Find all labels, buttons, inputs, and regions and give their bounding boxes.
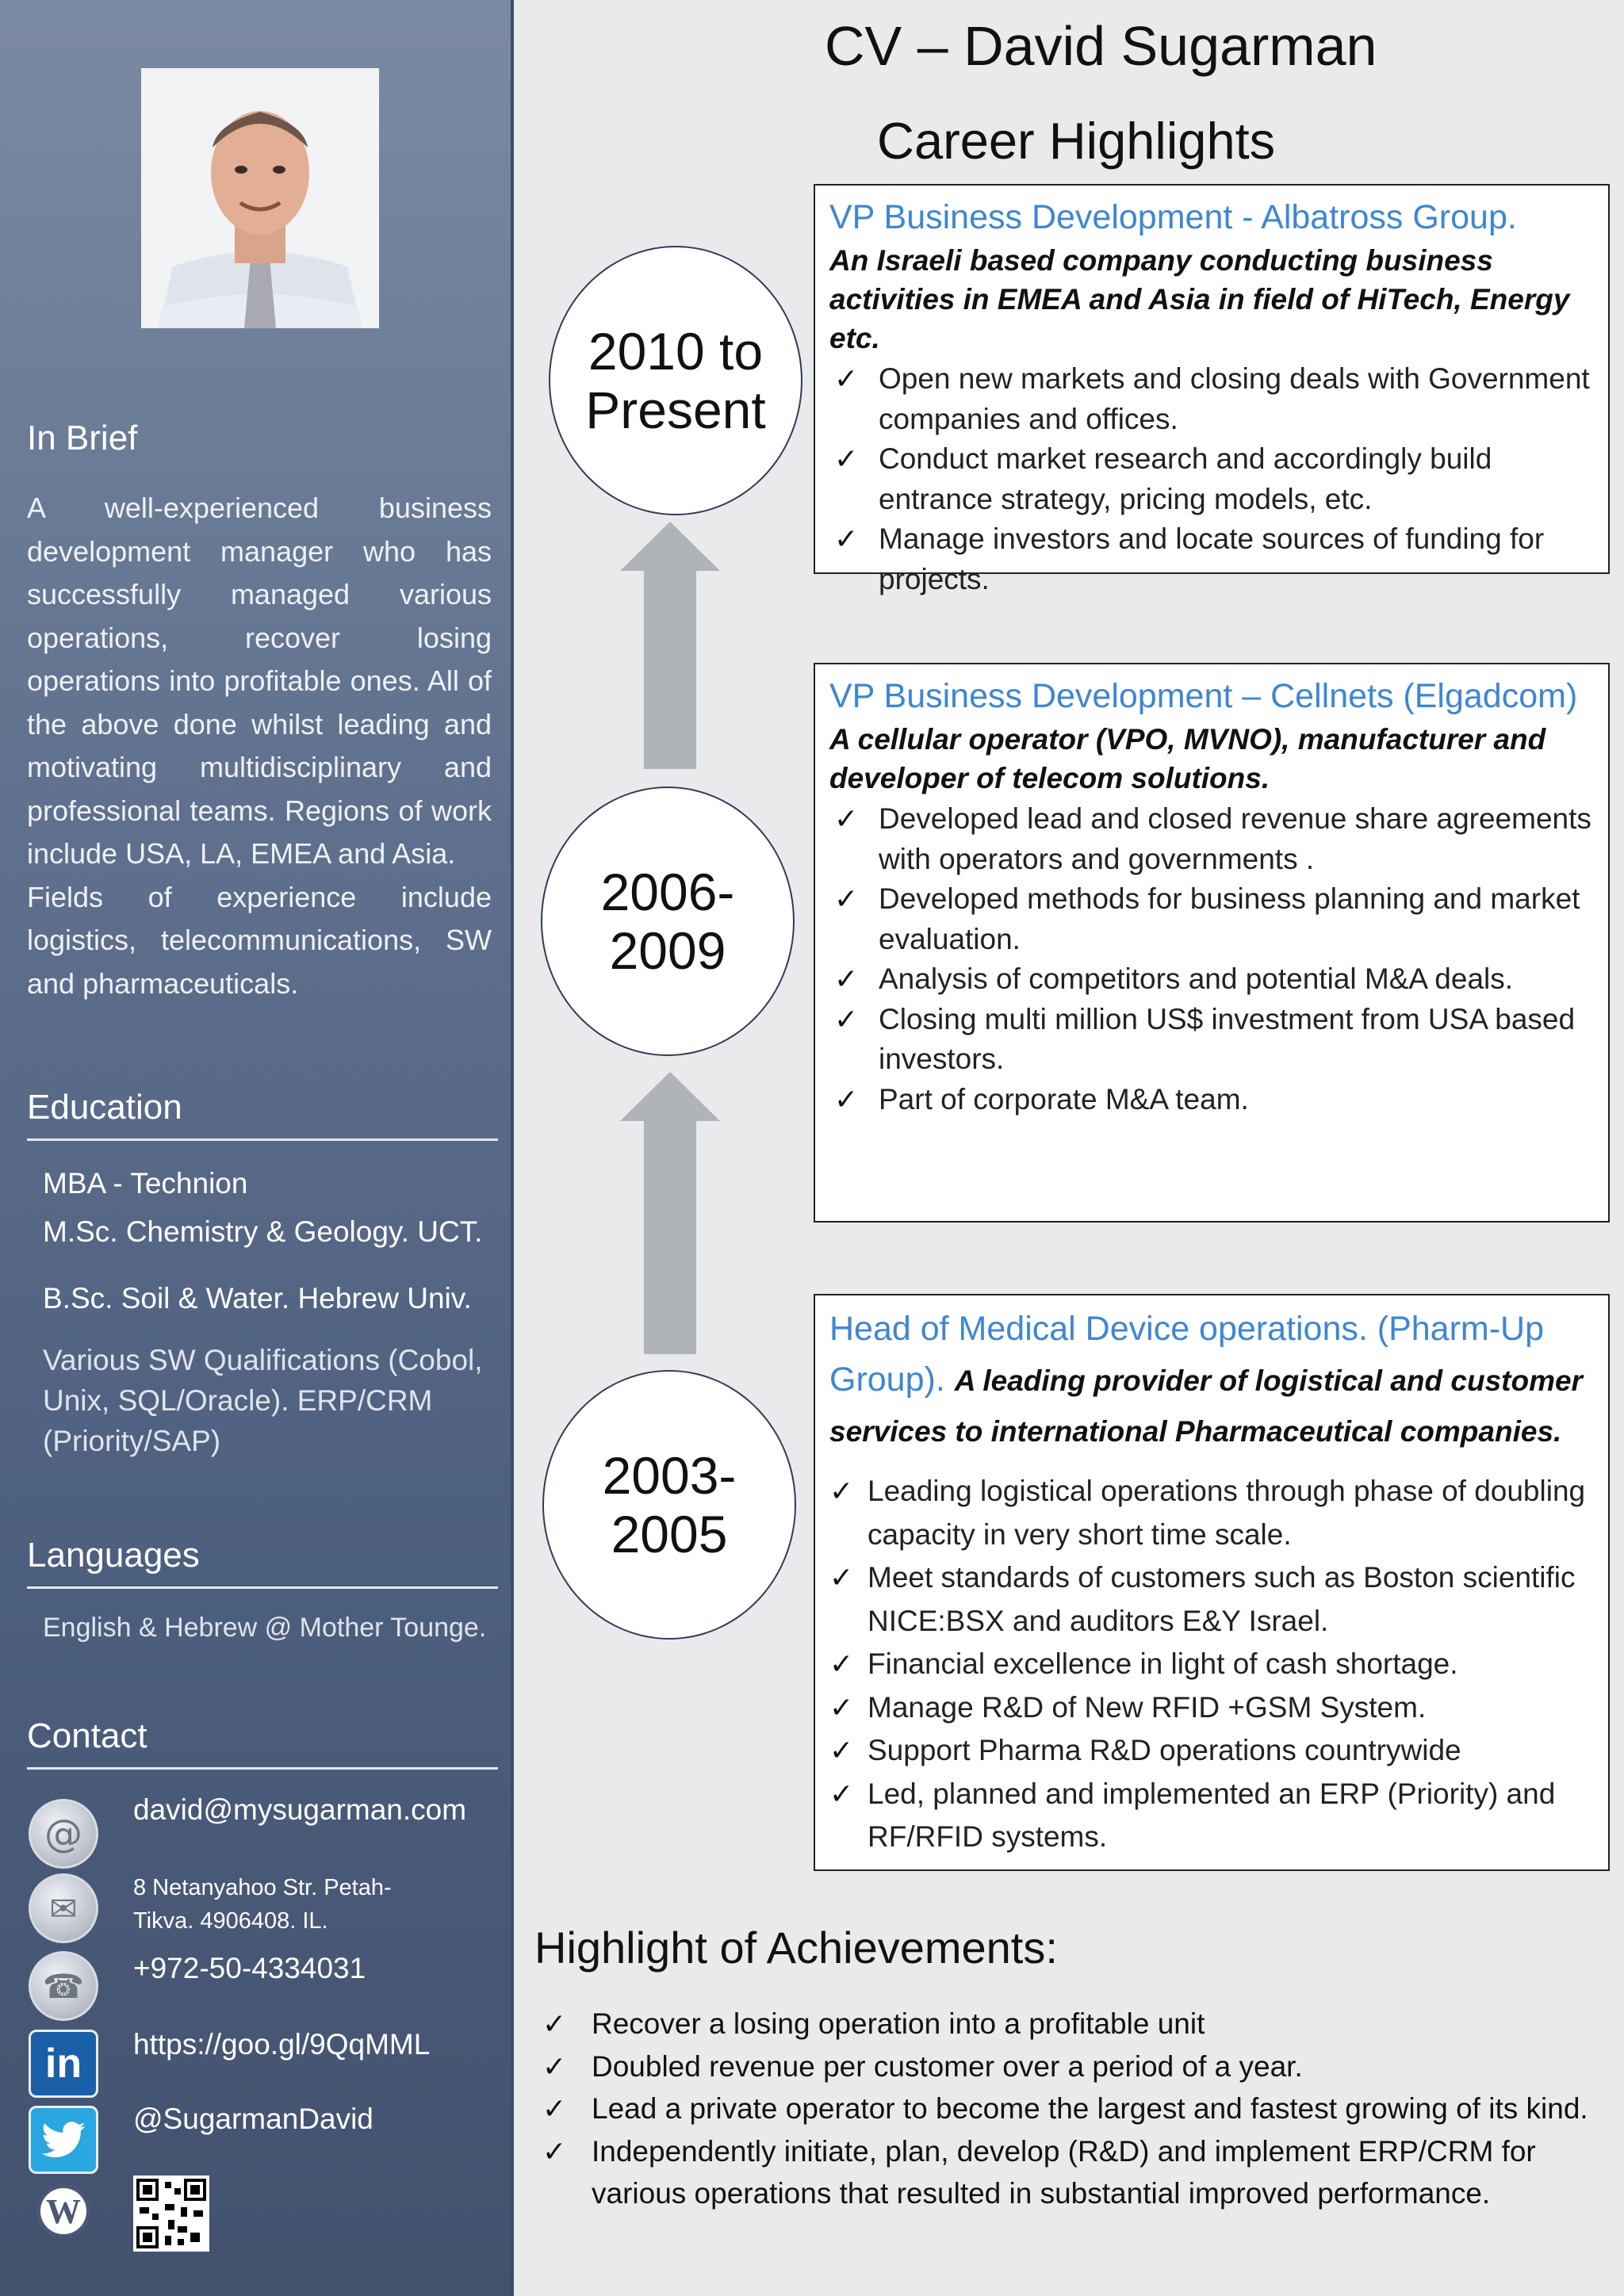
in-brief-paragraph: A well-experienced business development manager who has successfully managed various operations, recover losing operations into profitable ones. All of the above done whilst leading and motivating multidisciplinary and professional teams. Regions of work include USA, LA, EMEA and Asia. (27, 492, 492, 870)
job-bullet: ✓ Financial excellence in light of cash shortage. (829, 1643, 1594, 1686)
linkedin-icon[interactable]: in (25, 2028, 102, 2099)
contact-divider (27, 1767, 498, 1770)
job-role: VP Business Development - Albatross Group. (829, 198, 1517, 236)
in-brief-text (27, 487, 492, 1005)
timeline-period-line: 2003- (602, 1446, 737, 1505)
qr-code (133, 2175, 209, 2252)
sidebar (0, 0, 514, 2296)
achievement-item: ✓ Doubled revenue per customer over a period of a year. (538, 2045, 1624, 2088)
in-brief-heading: In Brief (27, 419, 138, 457)
up-arrow-icon (620, 1072, 720, 1354)
job-bullet: ✓ Analysis of competitors and potential M&A deals. (829, 959, 1594, 1000)
job-bullets (829, 799, 1594, 1119)
contact-heading: Contact (27, 1716, 147, 1755)
up-arrow-icon (620, 522, 720, 769)
languages-text: English & Hebrew @ Mother Tounge. (43, 1613, 487, 1643)
linkedin-link[interactable]: https://goo.gl/9QqMML (133, 2028, 431, 2061)
career-highlights-heading: Career Highlights (877, 112, 1276, 170)
timeline-circle (541, 786, 795, 1056)
timeline-period-line: 2006- (600, 863, 735, 921)
job-bullet: ✓ Open new markets and closing deals with Government companies and offices. (829, 359, 1594, 439)
job-card (814, 1294, 1610, 1871)
twitter-handle[interactable]: @SugarmanDavid (133, 2103, 373, 2135)
job-bullet: ✓ Manage R&D of New RFID +GSM System. (829, 1686, 1594, 1730)
address-text: 8 Netanyahoo Str. Petah-Tikva. 4906408. IL. (133, 1875, 392, 1934)
timeline-period-line: Present (585, 381, 766, 439)
job-description: An Israeli based company conducting business activities in EMEA and Asia in field of HiTech, Energy etc. (829, 244, 1570, 354)
email-link[interactable]: david@mysugarman.com (133, 1793, 467, 1826)
job-bullet: ✓ Developed lead and closed revenue share agreements with operators and governments . (829, 799, 1594, 879)
wordpress-icon[interactable]: W (25, 2175, 102, 2247)
profile-photo (141, 68, 379, 328)
job-bullet: ✓ Part of corporate M&A team. (829, 1080, 1594, 1120)
job-role: VP Business Development – Cellnets (Elgadcom) (829, 677, 1578, 715)
timeline-period-line: 2009 (609, 921, 726, 980)
languages-divider (27, 1586, 498, 1589)
achievement-item: ✓ Recover a losing operation into a profitable unit (538, 2003, 1624, 2045)
envelope-icon: ✉ (25, 1873, 102, 1944)
job-description: A cellular operator (VPO, MVNO), manufacturer and developer of telecom solutions. (829, 723, 1546, 794)
job-bullet: ✓ Support Pharma R&D operations countrywide (829, 1729, 1594, 1773)
timeline-circle (542, 1370, 796, 1640)
job-bullet: ✓ Leading logistical operations through phase of doubling capacity in very short time scale. (829, 1470, 1594, 1556)
education-heading: Education (27, 1088, 182, 1127)
timeline-period-line: 2010 to (588, 322, 764, 381)
achievements-list (538, 2003, 1624, 2215)
job-role: Head of Medical Device operations. (Pharm-Up Group). (829, 1310, 1545, 1399)
page-title: CV – David Sugarman (825, 15, 1377, 77)
phone-link[interactable]: +972-50-4334031 (133, 1952, 366, 1984)
education-item: M.Sc. Chemistry & Geology. UCT. (43, 1215, 483, 1248)
achievements-heading: Highlight of Achievements: (534, 1923, 1058, 1973)
education-item: Various SW Qualifications (Cobol, Unix, SQL/Oracle). ERP/CRM (Priority/SAP) (43, 1344, 483, 1457)
timeline-circle (549, 246, 802, 515)
education-divider (27, 1138, 498, 1141)
job-bullet: ✓ Closing multi million US$ investment from USA based investors. (829, 1000, 1594, 1080)
achievement-item: ✓ Independently initiate, plan, develop (R&D) and implement ERP/CRM for various operations that resulted in substantial improved performance. (538, 2130, 1624, 2215)
job-bullets (829, 359, 1594, 599)
phone-icon: ☎ (25, 1950, 102, 2022)
timeline-period-line: 2005 (611, 1505, 728, 1563)
in-brief-paragraph: Fields of experience include logistics, telecommunications, SW and pharmaceuticals. (27, 880, 492, 1000)
job-bullet: ✓ Conduct market research and accordingly build entrance strategy, pricing models, etc. (829, 439, 1594, 519)
job-bullets (829, 1470, 1594, 1859)
job-card (814, 663, 1610, 1223)
job-description: A leading provider of logistical and customer services to international Pharmaceutical companies. (829, 1364, 1583, 1448)
job-bullet: ✓ Meet standards of customers such as Boston scientific NICE:BSX and auditors E&Y Israel. (829, 1556, 1594, 1643)
email-icon: @ (25, 1798, 102, 1869)
achievement-item: ✓ Lead a private operator to become the largest and fastest growing of its kind. (538, 2087, 1624, 2130)
portrait-image (141, 68, 379, 328)
job-role-block (829, 1303, 1594, 1456)
education-item: MBA - Technion (43, 1167, 248, 1200)
job-bullet: ✓ Manage investors and locate sources of funding for projects. (829, 519, 1594, 599)
languages-heading: Languages (27, 1536, 200, 1575)
job-card (814, 184, 1610, 595)
job-bullet: ✓ Developed methods for business planning and market evaluation. (829, 879, 1594, 959)
twitter-icon[interactable] (25, 2104, 102, 2175)
job-bullet: ✓ Led, planned and implemented an ERP (Priority) and RF/RFID systems. (829, 1773, 1594, 1859)
education-item: B.Sc. Soil & Water. Hebrew Univ. (43, 1282, 472, 1314)
